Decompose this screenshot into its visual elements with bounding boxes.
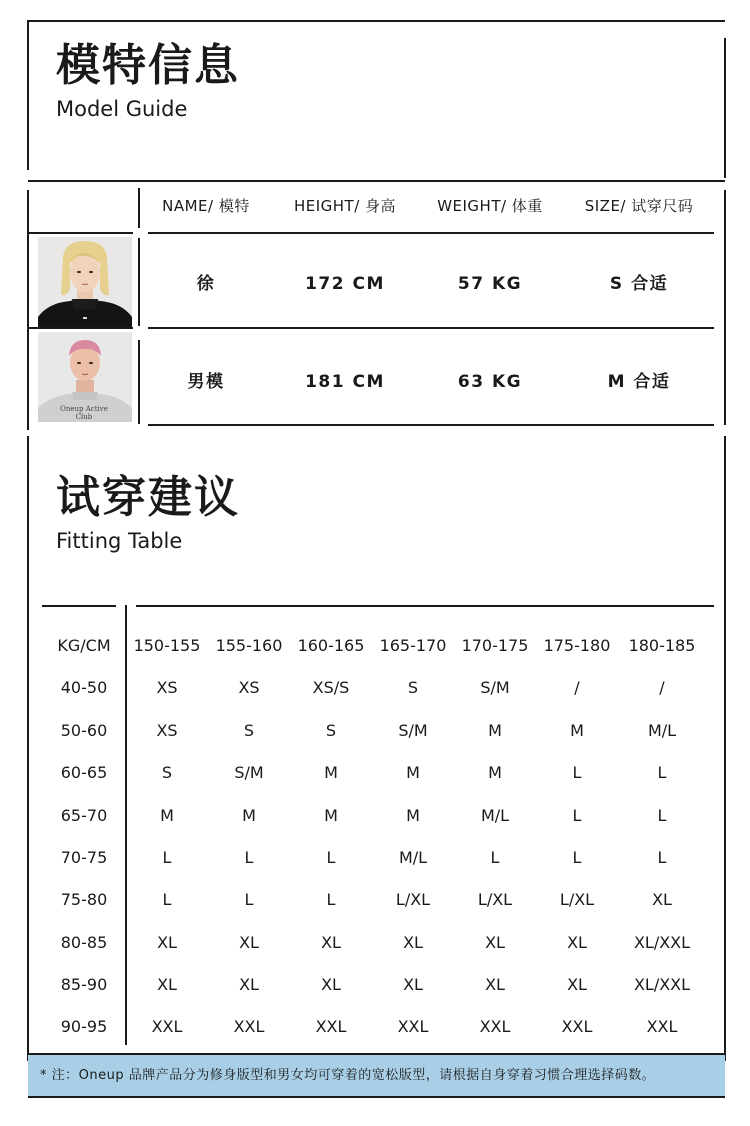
model-1-photo <box>38 237 132 327</box>
fitting-weight-label: 60-65 <box>60 763 108 782</box>
header-height: HEIGHT/ 身高 <box>293 197 397 215</box>
fitting-left-top-line <box>42 605 116 607</box>
fitting-size-cell: M <box>324 763 338 782</box>
model-guide-subtitle: Model Guide <box>56 97 188 121</box>
fitting-size-cell: L <box>244 890 254 909</box>
fitting-size-cell: L <box>572 763 582 782</box>
fitting-size-cell: L <box>657 763 667 782</box>
fitting-height-header: 150-155 <box>133 636 201 655</box>
model-1-weight: 57 KG <box>457 274 523 294</box>
fitting-size-cell: L/XL <box>395 890 431 909</box>
fitting-size-cell: L <box>657 806 667 825</box>
fitting-weight-label: 70-75 <box>60 848 108 867</box>
fitting-height-header: 175-180 <box>543 636 611 655</box>
fitting-size-cell: L <box>657 848 667 867</box>
fitting-size-cell: XS <box>156 721 178 740</box>
fitting-size-cell: XXL <box>151 1017 183 1036</box>
model-2-photo <box>38 332 132 422</box>
fitting-size-cell: L/XL <box>477 890 513 909</box>
right-border-line-2 <box>724 190 726 425</box>
model-row2-bottom-line <box>148 424 714 426</box>
fitting-size-cell: M <box>488 721 502 740</box>
fitting-size-cell: M <box>324 806 338 825</box>
fitting-size-cell: S <box>407 678 419 697</box>
model-2-height: 181 CM <box>305 372 385 392</box>
fitting-size-cell: L <box>572 848 582 867</box>
model-1-size: S 合适 <box>609 274 669 294</box>
fitting-size-cell: M <box>160 806 174 825</box>
model-header-divider <box>138 188 140 228</box>
fitting-size-cell: L <box>490 848 500 867</box>
fitting-height-header: 180-185 <box>628 636 696 655</box>
fitting-weight-label: 40-50 <box>60 678 108 697</box>
model-row1-divider <box>138 238 140 326</box>
fitting-size-cell: XL <box>485 975 505 994</box>
model-2-shirt-print: Oneup Active Club <box>60 405 108 421</box>
model-row1-bottom-line <box>148 327 714 329</box>
fitting-size-cell: XL <box>157 933 177 952</box>
fitting-height-header: 160-165 <box>297 636 365 655</box>
fitting-size-cell: XXL <box>397 1017 429 1036</box>
fitting-height-header: 170-175 <box>461 636 529 655</box>
fitting-size-cell: / <box>659 678 665 697</box>
fitting-size-cell: XXL <box>561 1017 593 1036</box>
fitting-weight-label: 80-85 <box>60 933 108 952</box>
fitting-size-cell: XL/XXL <box>633 975 691 994</box>
fitting-size-cell: L/XL <box>559 890 595 909</box>
fitting-size-cell: XL <box>652 890 672 909</box>
fitting-size-cell: XXL <box>646 1017 678 1036</box>
fitting-size-cell: L <box>162 848 172 867</box>
fitting-size-cell: S <box>161 763 173 782</box>
fitting-size-cell: XL <box>567 975 587 994</box>
header-weight: WEIGHT/ 体重 <box>437 197 543 215</box>
fitting-size-cell: S <box>325 721 337 740</box>
top-border-line <box>28 20 725 22</box>
fitting-size-cell: XL <box>485 933 505 952</box>
model-table-top-line <box>28 180 725 182</box>
fitting-size-cell: XL <box>567 933 587 952</box>
model-2-weight: 63 KG <box>457 372 523 392</box>
photo-mid-line <box>28 327 133 329</box>
model-1-height: 172 CM <box>305 274 385 294</box>
fitting-size-cell: XXL <box>315 1017 347 1036</box>
fitting-size-cell: XL <box>403 975 423 994</box>
left-border-line-3 <box>27 436 29 1061</box>
fitting-weight-label: 50-60 <box>60 721 108 740</box>
fitting-size-cell: L <box>326 890 336 909</box>
fitting-size-cell: M/L <box>480 806 510 825</box>
fitting-size-cell: XL <box>321 975 341 994</box>
fitting-size-cell: L <box>244 848 254 867</box>
header-size: SIZE/ 试穿尺码 <box>584 197 694 215</box>
fitting-size-cell: XS/S <box>312 678 350 697</box>
left-border-line-2 <box>27 190 29 430</box>
fitting-size-cell: XS <box>238 678 260 697</box>
fitting-size-cell: M <box>488 763 502 782</box>
fitting-table-title: 试穿建议 <box>56 472 240 523</box>
fitting-size-cell: S <box>243 721 255 740</box>
right-border-line-3 <box>724 436 726 1061</box>
fitting-size-cell: XXL <box>479 1017 511 1036</box>
fitting-weight-label: 85-90 <box>60 975 108 994</box>
fitting-weight-label: 75-80 <box>60 890 108 909</box>
fitting-top-line <box>136 605 714 607</box>
fitting-height-header: 155-160 <box>215 636 283 655</box>
fitting-size-cell: XL/XXL <box>633 933 691 952</box>
left-border-line-1 <box>27 20 29 170</box>
fitting-corner-label: KG/CM <box>57 636 111 655</box>
fitting-height-header: 165-170 <box>379 636 447 655</box>
model-1-name: 徐 <box>196 274 216 294</box>
right-border-line-1 <box>724 38 726 178</box>
fitting-size-cell: XS <box>156 678 178 697</box>
fitting-size-cell: S/M <box>480 678 510 697</box>
fitting-size-cell: XL <box>239 975 259 994</box>
note-banner <box>28 1053 725 1098</box>
fitting-size-cell: XL <box>157 975 177 994</box>
photo-top-line <box>28 232 133 234</box>
fitting-size-cell: L <box>162 890 172 909</box>
header-name: NAME/ 模特 <box>162 197 250 215</box>
fitting-size-cell: / <box>574 678 580 697</box>
fitting-size-cell: M <box>242 806 256 825</box>
model-2-size: M 合适 <box>607 372 671 392</box>
fitting-size-cell: L <box>572 806 582 825</box>
model-table-header-line <box>148 232 714 234</box>
note-text: * 注：Oneup 品牌产品分为修身版型和男女均可穿着的宽松版型，请根据自身穿着习惯合理选择码数。 <box>40 1068 656 1083</box>
model-row2-divider <box>138 340 140 424</box>
model-2-name: 男模 <box>187 372 225 392</box>
fitting-size-cell: M <box>570 721 584 740</box>
fitting-size-cell: M <box>406 763 420 782</box>
fitting-size-cell: XL <box>403 933 423 952</box>
fitting-table-subtitle: Fitting Table <box>56 529 183 553</box>
fitting-size-cell: XL <box>321 933 341 952</box>
model-guide-title: 模特信息 <box>56 40 240 91</box>
fitting-size-cell: S/M <box>398 721 428 740</box>
fitting-size-cell: M/L <box>647 721 677 740</box>
fitting-weight-label: 90-95 <box>60 1017 108 1036</box>
fitting-size-cell: S/M <box>234 763 264 782</box>
fitting-size-cell: XL <box>239 933 259 952</box>
fitting-size-cell: M <box>406 806 420 825</box>
fitting-weight-label: 65-70 <box>60 806 108 825</box>
fitting-size-cell: XXL <box>233 1017 265 1036</box>
fitting-size-cell: L <box>326 848 336 867</box>
fitting-size-cell: M/L <box>398 848 428 867</box>
